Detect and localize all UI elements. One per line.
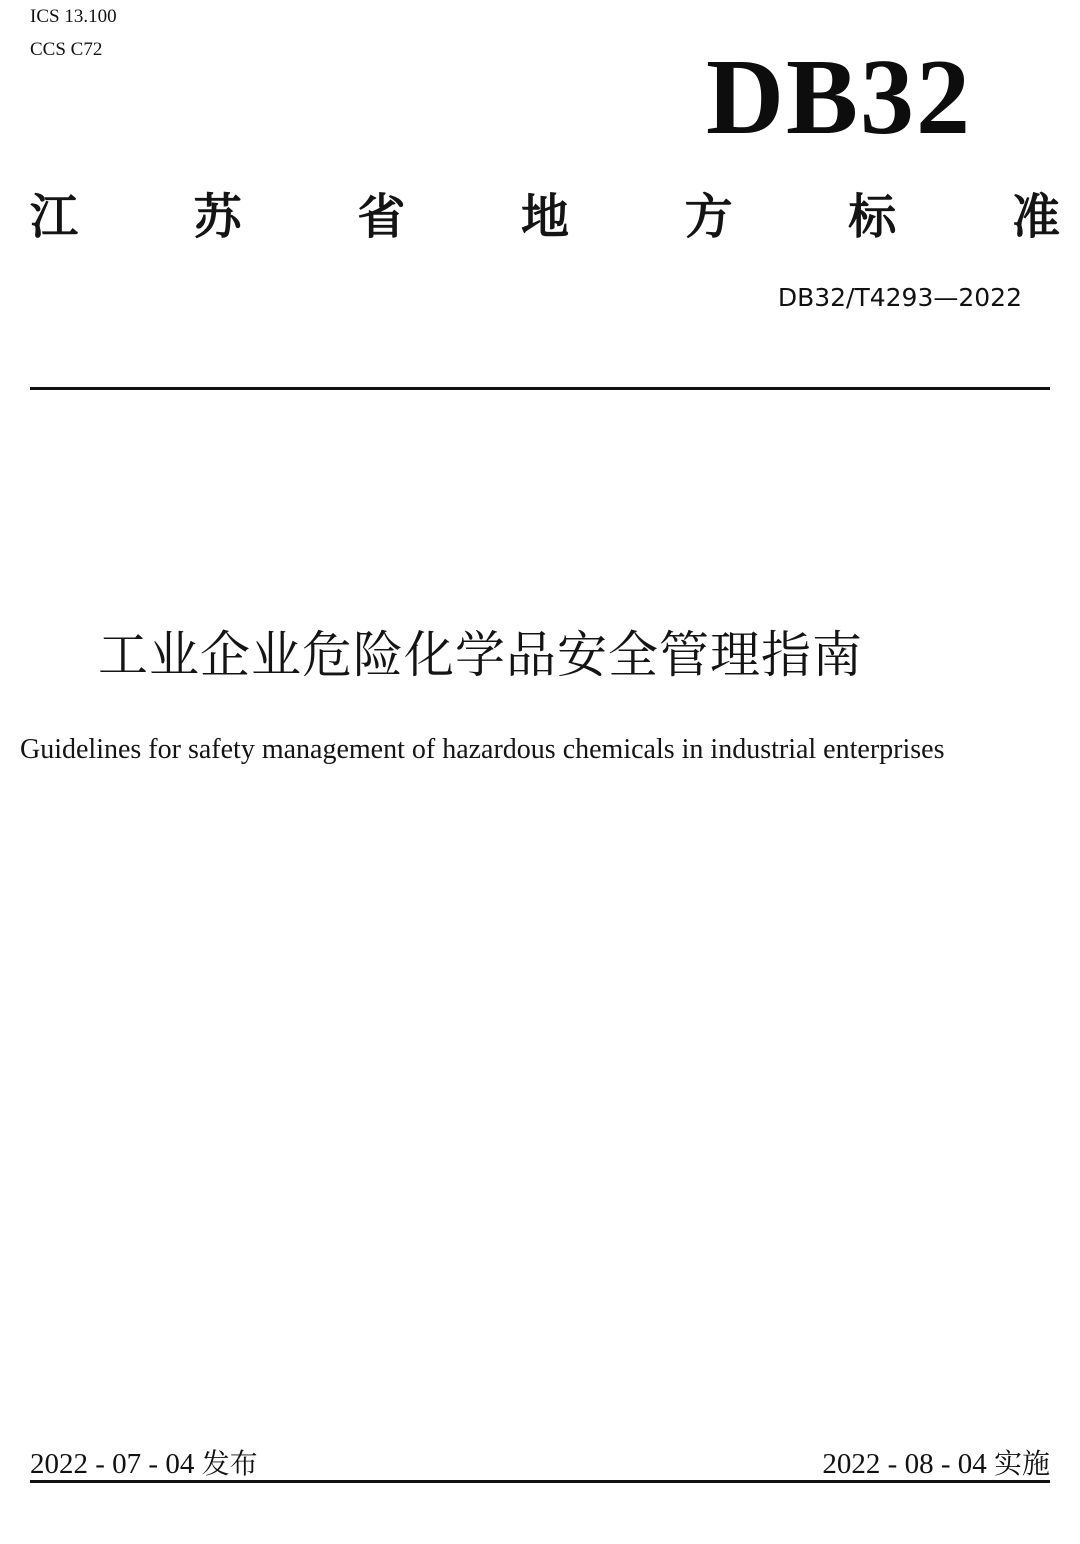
db32-logo: DB32 [706, 38, 973, 157]
standard-type-char: 苏 [193, 189, 242, 245]
standard-type-char: 标 [848, 189, 897, 245]
implement-label: 实施 [993, 1447, 1050, 1480]
implement-date: 2022 - 08 - 04 [822, 1448, 994, 1480]
standard-type-char: 江 [30, 189, 79, 245]
title-english: Guidelines for safety management of hazardous chemicals in industrial enterprises [20, 734, 945, 765]
ccs-code: CCS C72 [30, 39, 103, 60]
standard-type-heading [30, 186, 1060, 248]
release-date: 2022 - 07 - 04 [30, 1448, 202, 1480]
ics-code: ICS 13.100 [30, 6, 117, 27]
release-label: 发布 [201, 1447, 258, 1480]
standard-number: DB32/T4293—2022 [777, 283, 1022, 312]
header-divider [30, 387, 1050, 390]
footer-divider [30, 1480, 1050, 1483]
standard-type-char: 省 [357, 189, 406, 245]
standard-type-char: 地 [520, 189, 569, 245]
release-date-line [30, 1445, 258, 1483]
implement-date-line [822, 1445, 1050, 1483]
standard-type-char: 准 [1011, 189, 1060, 245]
standard-type-char: 方 [684, 189, 733, 245]
title-chinese: 工业企业危险化学品安全管理指南 [98, 626, 863, 684]
